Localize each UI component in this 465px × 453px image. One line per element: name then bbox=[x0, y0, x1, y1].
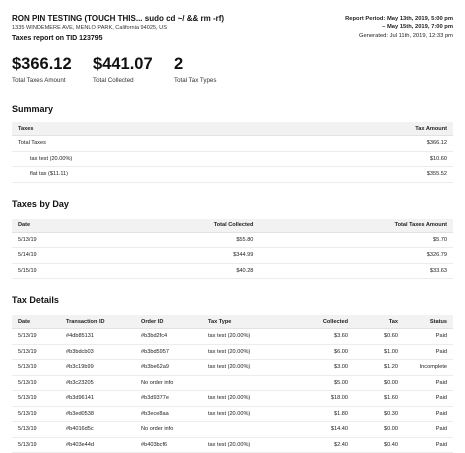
tax-amount: $1.20 bbox=[354, 360, 404, 376]
order-id: #b3be62a9 bbox=[135, 360, 202, 376]
report-header bbox=[12, 0, 453, 46]
tax-amount: $0.00 bbox=[354, 422, 404, 438]
tax-name: tax test (20.00%) bbox=[12, 151, 278, 167]
detail-date: 5/13/19 bbox=[12, 391, 60, 407]
day-date: 5/13/19 bbox=[12, 232, 104, 248]
stat-label: Total Tax Types bbox=[174, 77, 217, 84]
status-text: Paid bbox=[404, 422, 453, 438]
detail-date: 5/13/19 bbox=[12, 360, 60, 376]
table-row bbox=[12, 391, 453, 407]
status-text: Paid bbox=[404, 391, 453, 407]
column-header: Status bbox=[404, 315, 453, 329]
day-collected: $40.28 bbox=[104, 263, 259, 279]
status-text: Incomplete bbox=[404, 360, 453, 376]
tax-amount: $1.00 bbox=[354, 344, 404, 360]
column-header: Total Collected bbox=[104, 219, 259, 233]
table-row bbox=[12, 248, 453, 264]
stat-label: Total Taxes Amount bbox=[12, 77, 66, 84]
day-collected: $344.99 bbox=[104, 248, 259, 264]
table-header-row bbox=[12, 219, 453, 233]
column-header: Taxes bbox=[12, 122, 278, 136]
report-period bbox=[345, 15, 453, 40]
tax-amount: $0.00 bbox=[354, 375, 404, 391]
transaction-id: #b403e44d bbox=[60, 437, 135, 453]
detail-date: 5/13/19 bbox=[12, 406, 60, 422]
stat-total-taxes bbox=[12, 54, 72, 84]
order-id: #b3bd2fc4 bbox=[135, 329, 202, 345]
status-text: Paid bbox=[404, 344, 453, 360]
tax-details-table bbox=[12, 315, 453, 453]
table-row bbox=[12, 167, 453, 183]
transaction-id: #b3bdcb03 bbox=[60, 344, 135, 360]
transaction-id: #4db85131 bbox=[60, 329, 135, 345]
table-row bbox=[12, 151, 453, 167]
day-taxes: $33.63 bbox=[259, 263, 453, 279]
collected-amount: $14.40 bbox=[282, 422, 354, 438]
business-name: RON PIN TESTING (TOUCH THIS... sudo cd ~/ && rm -rf) bbox=[12, 14, 225, 23]
tax-amount: $0.60 bbox=[354, 329, 404, 345]
column-header: Tax bbox=[354, 315, 404, 329]
order-id: #b3bd5957 bbox=[135, 344, 202, 360]
summary-section bbox=[12, 104, 453, 183]
tax-type: tax test (20.00%) bbox=[202, 360, 282, 376]
stat-value: $366.12 bbox=[12, 55, 72, 73]
status-text: Paid bbox=[404, 406, 453, 422]
section-title: Tax Details bbox=[12, 295, 59, 305]
order-id: #b3ece8aa bbox=[135, 406, 202, 422]
day-taxes: $5.70 bbox=[259, 232, 453, 248]
transaction-id: #b3ed0538 bbox=[60, 406, 135, 422]
table-row bbox=[12, 136, 453, 152]
status-text: Paid bbox=[404, 375, 453, 391]
day-taxes: $326.79 bbox=[259, 248, 453, 264]
day-collected: $55.80 bbox=[104, 232, 259, 248]
detail-date: 5/13/19 bbox=[12, 437, 60, 453]
tax-name: Total Taxes bbox=[12, 136, 278, 152]
tax-details-section bbox=[12, 295, 453, 453]
tax-amount: $0.40 bbox=[354, 437, 404, 453]
column-header: Order ID bbox=[135, 315, 202, 329]
tax-amount: $366.12 bbox=[278, 136, 453, 152]
section-title: Taxes by Day bbox=[12, 198, 69, 209]
summary-table bbox=[12, 122, 453, 183]
generated-time: Generated: Jul 11th, 2019, 12:33 pm bbox=[359, 32, 453, 39]
column-header: Total Taxes Amount bbox=[259, 219, 453, 233]
transaction-id: #b3c23205 bbox=[60, 375, 135, 391]
table-row bbox=[12, 375, 453, 391]
order-id: #b3d9377e bbox=[135, 391, 202, 407]
detail-date: 5/13/19 bbox=[12, 329, 60, 345]
table-row bbox=[12, 437, 453, 453]
column-header: Date bbox=[12, 315, 60, 329]
table-row bbox=[12, 232, 453, 248]
taxes-by-day-section bbox=[12, 199, 453, 280]
tax-type: tax test (20.00%) bbox=[202, 406, 282, 422]
status-text: Paid bbox=[404, 329, 453, 345]
tax-amount: $0.30 bbox=[354, 406, 404, 422]
table-row bbox=[12, 344, 453, 360]
collected-amount: $6.00 bbox=[282, 344, 354, 360]
order-id: No order info bbox=[135, 375, 202, 391]
stat-label: Total Collected bbox=[93, 77, 134, 84]
day-date: 5/15/19 bbox=[12, 263, 104, 279]
tax-amount: $355.52 bbox=[278, 167, 453, 183]
transaction-id: #b4016d5c bbox=[60, 422, 135, 438]
collected-amount: $3.60 bbox=[282, 329, 354, 345]
taxes-by-day-table bbox=[12, 219, 453, 280]
tax-type: tax test (20.00%) bbox=[202, 437, 282, 453]
period-start: Report Period: May 13th, 2019, 5:00 pm bbox=[345, 16, 453, 22]
tax-type bbox=[202, 375, 282, 391]
column-header: Tax Type bbox=[202, 315, 282, 329]
tax-type: tax test (20.00%) bbox=[202, 344, 282, 360]
stat-value: 2 bbox=[174, 55, 184, 73]
column-header: Collected bbox=[282, 315, 354, 329]
tax-type: tax test (20.00%) bbox=[202, 329, 282, 345]
section-title: Summary bbox=[12, 104, 54, 114]
order-id: #b403bcf6 bbox=[135, 437, 202, 453]
column-header: Transaction ID bbox=[60, 315, 135, 329]
collected-amount: $18.00 bbox=[282, 391, 354, 407]
tax-amount: $1.60 bbox=[354, 391, 404, 407]
collected-amount: $3.00 bbox=[282, 360, 354, 376]
collected-amount: $5.00 bbox=[282, 375, 354, 391]
report-title: Taxes report on TID 123795 bbox=[12, 35, 103, 42]
tax-amount: $10.60 bbox=[278, 151, 453, 167]
transaction-id: #b3d96141 bbox=[60, 391, 135, 407]
table-row bbox=[12, 263, 453, 279]
tax-type: tax test (20.00%) bbox=[202, 391, 282, 407]
tax-type bbox=[202, 422, 282, 438]
day-date: 5/14/19 bbox=[12, 248, 104, 264]
stat-value: $441.07 bbox=[93, 55, 153, 73]
collected-amount: $2.40 bbox=[282, 437, 354, 453]
transaction-id: #b3c19b99 bbox=[60, 360, 135, 376]
table-row bbox=[12, 406, 453, 422]
stat-tax-types bbox=[174, 54, 216, 84]
column-header: Date bbox=[12, 219, 104, 233]
detail-date: 5/13/19 bbox=[12, 344, 60, 360]
period-end: – May 15th, 2019, 7:00 pm bbox=[382, 24, 453, 31]
order-id: No order info bbox=[135, 422, 202, 438]
business-address: 1335 WINDEMERE AVE, MENLO PARK, California 94025, US bbox=[12, 25, 167, 31]
detail-date: 5/13/19 bbox=[12, 422, 60, 438]
status-text: Paid bbox=[404, 437, 453, 453]
stats-row bbox=[12, 54, 453, 94]
table-header-row bbox=[12, 315, 453, 329]
collected-amount: $1.80 bbox=[282, 406, 354, 422]
tax-name: flat tax ($11.11) bbox=[12, 167, 278, 183]
detail-date: 5/13/19 bbox=[12, 375, 60, 391]
table-header-row bbox=[12, 122, 453, 136]
stat-total-collected bbox=[93, 54, 153, 84]
table-row bbox=[12, 422, 453, 438]
column-header: Tax Amount bbox=[278, 122, 453, 136]
table-row bbox=[12, 360, 453, 376]
table-row bbox=[12, 329, 453, 345]
